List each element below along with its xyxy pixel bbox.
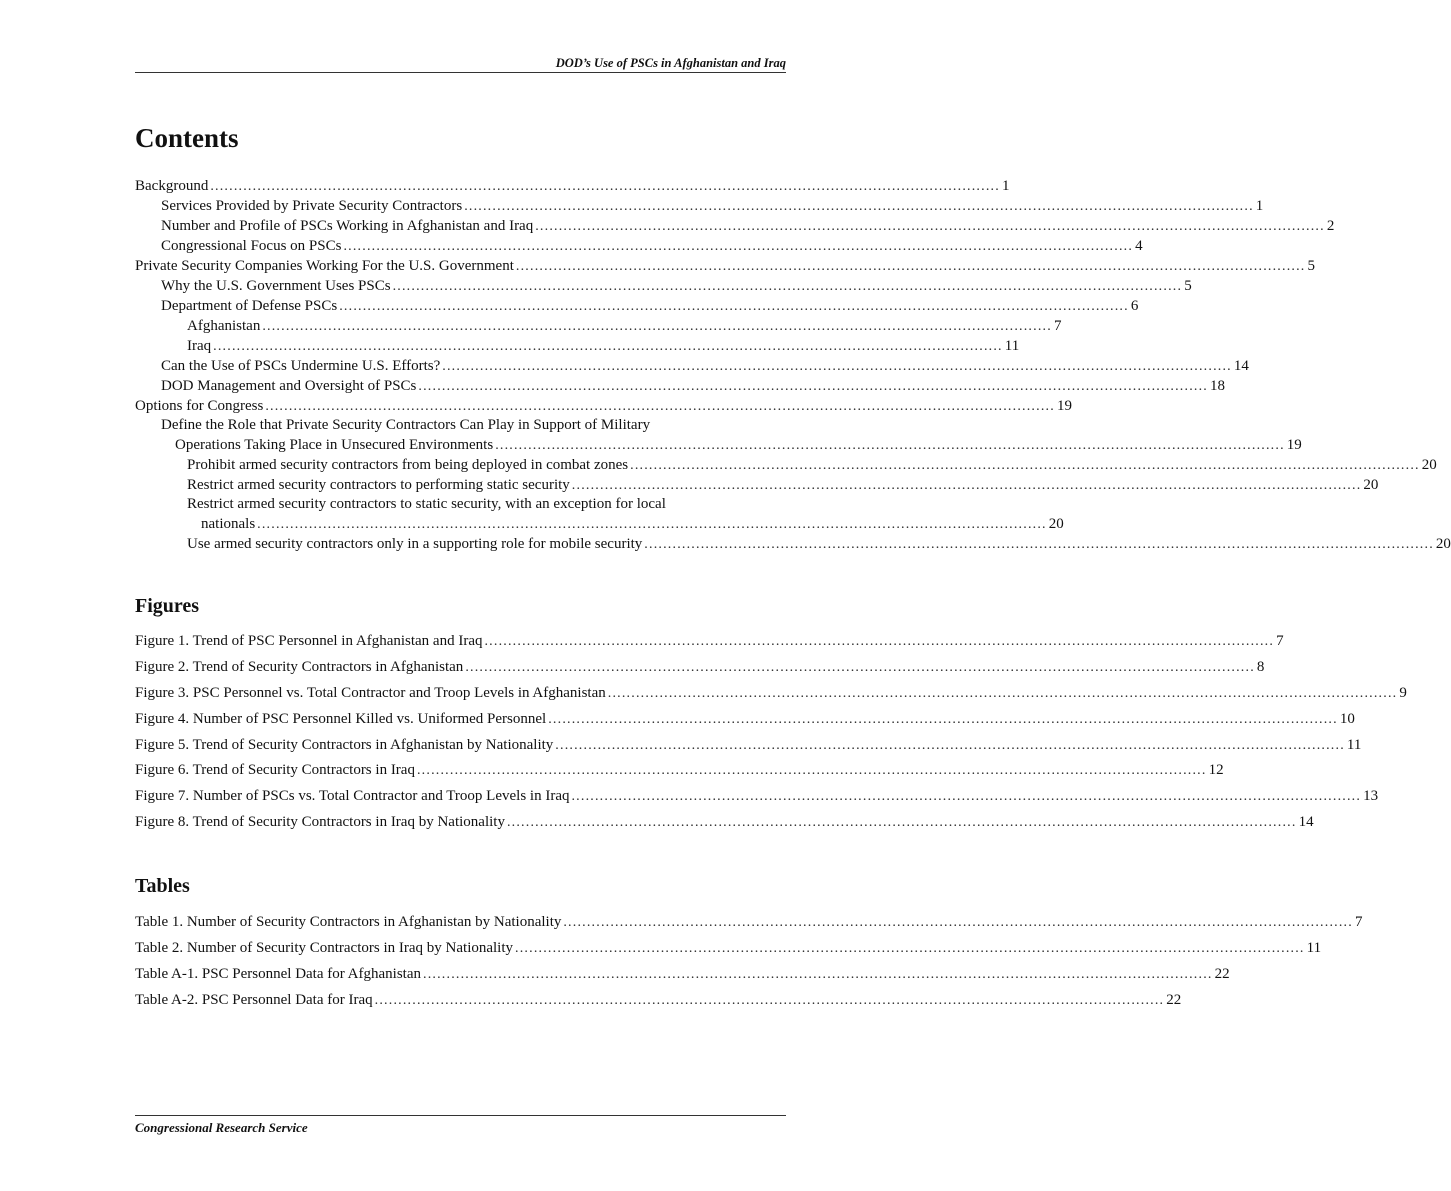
- toc-entry[interactable]: Can the Use of PSCs Undermine U.S. Efforts? ........................................................................................................................................................................ 14: [161, 358, 1249, 374]
- figures-heading: Figures: [135, 595, 200, 617]
- toc-entry-line1[interactable]: Define the Role that Private Security Contractors Can Play in Support of Military: [161, 417, 651, 433]
- contents-list: [135, 176, 1451, 554]
- tables-heading: Tables: [135, 875, 190, 897]
- figure-entry[interactable]: Figure 5. Trend of Security Contractors in Afghanistan by Nationality ........................................................................................................................................................................ 11: [135, 736, 1362, 753]
- toc-entry-continuation[interactable]: nationals ........................................................................................................................................................................ 20: [201, 516, 1064, 532]
- toc-entry-line1[interactable]: Restrict armed security contractors to static security, with an exception for local: [187, 496, 666, 512]
- toc-entry[interactable]: Restrict armed security contractors to performing static security ........................................................................................................................................................................ 20: [187, 477, 1379, 493]
- figure-entry[interactable]: Figure 4. Number of PSC Personnel Killed vs. Uniformed Personnel ........................................................................................................................................................................ 10: [135, 710, 1355, 727]
- figure-entry[interactable]: Figure 7. Number of PSCs vs. Total Contractor and Troop Levels in Iraq ........................................................................................................................................................................ 13: [135, 788, 1379, 805]
- toc-entry[interactable]: Number and Profile of PSCs Working in Afghanistan and Iraq ........................................................................................................................................................................ 2: [161, 218, 1335, 234]
- toc-entry[interactable]: Why the U.S. Government Uses PSCs ........................................................................................................................................................................ 5: [161, 278, 1192, 294]
- table-entry[interactable]: Table A-1. PSC Personnel Data for Afghanistan ........................................................................................................................................................................ 22: [135, 965, 1230, 982]
- toc-entry[interactable]: Congressional Focus on PSCs ........................................................................................................................................................................ 4: [161, 238, 1143, 254]
- figure-entry[interactable]: Figure 3. PSC Personnel vs. Total Contractor and Troop Levels in Afghanistan ........................................................................................................................................................................ 9: [135, 684, 1407, 701]
- toc-entry[interactable]: Background ........................................................................................................................................................................ 1: [135, 178, 1010, 194]
- footer-rule: [135, 1115, 786, 1116]
- table-entry[interactable]: Table 2. Number of Security Contractors in Iraq by Nationality ........................................................................................................................................................................ 11: [135, 939, 1322, 956]
- running-header: DOD’s Use of PSCs in Afghanistan and Iraq: [555, 56, 786, 70]
- toc-entry[interactable]: DOD Management and Oversight of PSCs ........................................................................................................................................................................ 18: [161, 378, 1225, 394]
- figure-entry[interactable]: Figure 8. Trend of Security Contractors in Iraq by Nationality ........................................................................................................................................................................ 14: [135, 814, 1314, 831]
- table-entry[interactable]: Table 1. Number of Security Contractors in Afghanistan by Nationality ........................................................................................................................................................................ 7: [135, 914, 1363, 930]
- toc-entry[interactable]: Iraq ........................................................................................................................................................................ 11: [187, 338, 1020, 354]
- toc-entry[interactable]: Prohibit armed security contractors from being deployed in combat zones ........................................................................................................................................................................ 20: [187, 457, 1437, 473]
- toc-entry[interactable]: Services Provided by Private Security Contractors ........................................................................................................................................................................ 1: [161, 198, 1264, 214]
- figure-entry[interactable]: Figure 2. Trend of Security Contractors in Afghanistan ........................................................................................................................................................................ 8: [135, 658, 1265, 675]
- toc-entry[interactable]: Afghanistan ........................................................................................................................................................................ 7: [187, 318, 1062, 334]
- header-rule: [135, 72, 786, 73]
- toc-entry[interactable]: Private Security Companies Working For the U.S. Government ........................................................................................................................................................................ 5: [135, 258, 1315, 274]
- toc-entry-continuation[interactable]: Operations Taking Place in Unsecured Environments ........................................................................................................................................................................ 19: [175, 437, 1302, 453]
- tables-list: [135, 912, 1363, 1016]
- figures-list: [135, 631, 1407, 838]
- table-entry[interactable]: Table A-2. PSC Personnel Data for Iraq ........................................................................................................................................................................ 22: [135, 991, 1182, 1008]
- figure-entry[interactable]: Figure 6. Trend of Security Contractors in Iraq ........................................................................................................................................................................ 12: [135, 762, 1224, 779]
- toc-entry[interactable]: Department of Defense PSCs ........................................................................................................................................................................ 6: [161, 298, 1139, 314]
- figure-entry[interactable]: Figure 1. Trend of PSC Personnel in Afghanistan and Iraq ........................................................................................................................................................................ 7: [135, 633, 1284, 649]
- toc-entry[interactable]: Options for Congress ........................................................................................................................................................................ 19: [135, 398, 1072, 414]
- contents-heading: Contents: [135, 123, 239, 153]
- toc-entry[interactable]: Use armed security contractors only in a supporting role for mobile security ........................................................................................................................................................................ 20: [187, 536, 1451, 552]
- running-footer: Congressional Research Service: [135, 1120, 308, 1135]
